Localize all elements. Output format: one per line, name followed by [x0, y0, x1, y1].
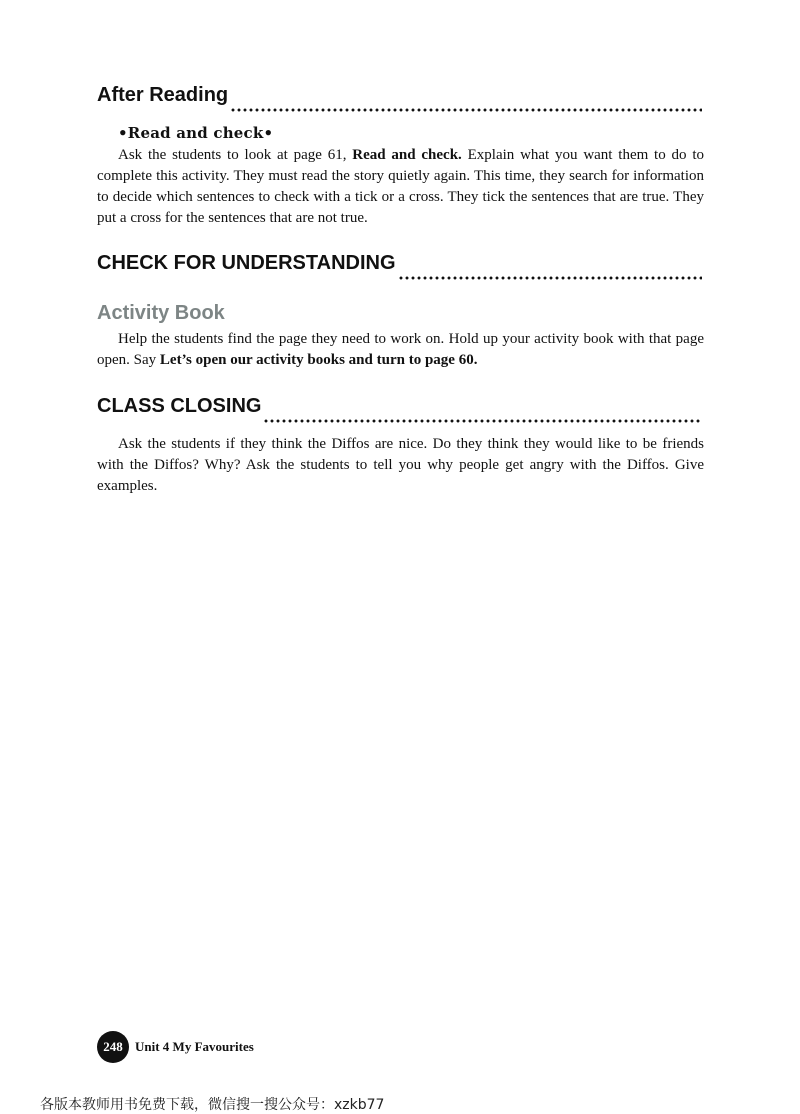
dotted-rule [263, 419, 702, 423]
dotted-rule [230, 108, 702, 112]
after-reading-paragraph [97, 145, 704, 229]
watermark-text: 各版本教师用书免费下载，微信搜一搜公众号：xzkb77 [40, 1097, 385, 1113]
unit-title: Unit 4 My Favourites [135, 1039, 254, 1054]
subheading-activity-book: Activity Book [97, 302, 225, 324]
heading-after-reading [97, 84, 702, 106]
text-run: Help the students find the page they need to work on. Hold up your activity book with that page open. Say [97, 331, 704, 368]
heading-class-closing-text: CLASS CLOSING [97, 395, 262, 417]
heading-class-closing [97, 395, 702, 417]
heading-check-text: CHECK FOR UNDERSTANDING [97, 252, 396, 274]
page-number-badge: 248 [97, 1031, 129, 1063]
dotted-rule [398, 276, 702, 280]
heading-check-for-understanding [97, 252, 702, 274]
bold-run: Read and check. [352, 147, 462, 163]
page-footer [97, 1031, 254, 1063]
text-run: Explain what you want them to do to complete this activity. They must read the story quietly again. This time, they search for information to decide which sentences to check with a tick or a cross. They tick the sentences that are true. They put a cross for the sentences that are not true. [97, 147, 704, 226]
activity-book-paragraph [97, 329, 704, 371]
class-closing-paragraph: Ask the students if they think the Diffos are nice. Do they think they would like to be friends with the Diffos? Why? Ask the students to tell you why people get angry with the Diffos. Give examples. [97, 436, 704, 494]
read-and-check-title: •Read and check• [118, 124, 274, 142]
text-run: Ask the students to look at page 61, [118, 147, 353, 163]
heading-after-reading-text: After Reading [97, 84, 229, 106]
bold-run: Let’s open our activity books and turn to page 60. [159, 352, 478, 368]
